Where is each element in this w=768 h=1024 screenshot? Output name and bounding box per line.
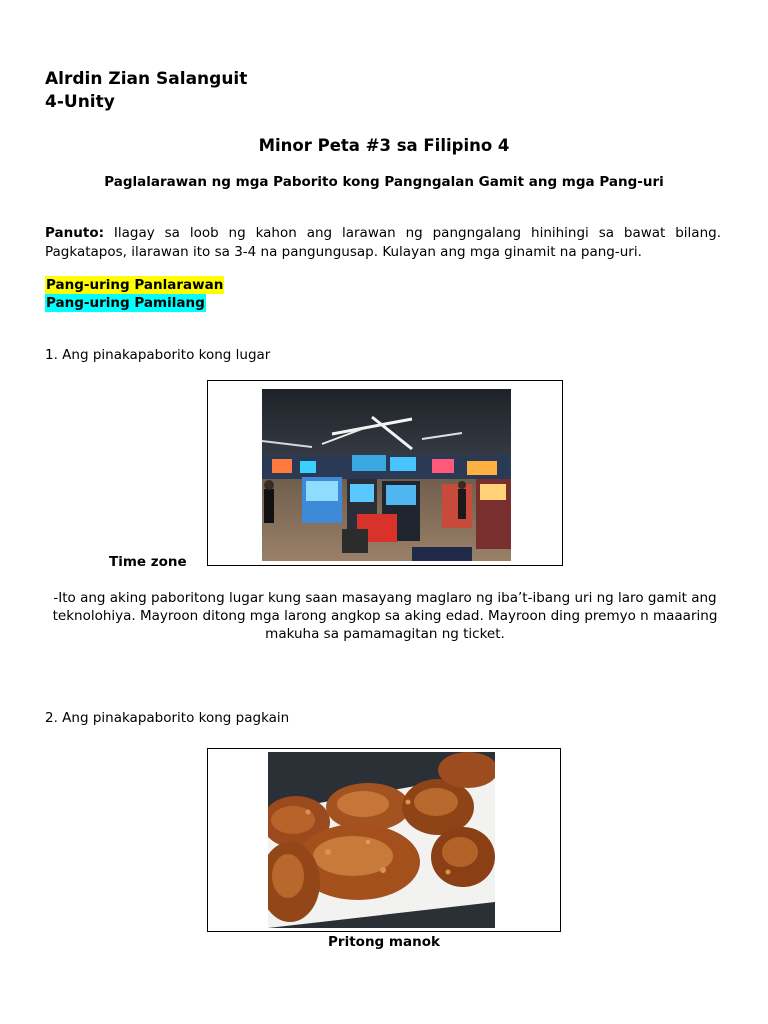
- description-1: -Ito ang aking paboritong lugar kung saan masayang maglaro ng iba’t-ibang uri ng laro gamit ang teknolohiya. Mayroon ditong mga larong angkop sa aking edad. Mayroon ding premyo n maaaring makuha sa pamamagitan ng ticket.: [52, 590, 718, 642]
- question-1: 1. Ang pinakapaborito kong lugar: [45, 347, 271, 363]
- fried-chicken-photo: [268, 752, 495, 928]
- picture-box-1: [207, 380, 563, 566]
- student-name: Alrdin Zian Salanguit: [45, 69, 248, 89]
- legend-descriptive-adjective: Pang-uring Panlarawan: [46, 277, 224, 293]
- document-subtitle: Paglalarawan ng mga Paborito kong Pangngalan Gamit ang mga Pang-uri: [104, 174, 664, 190]
- student-section: 4-Unity: [45, 92, 115, 112]
- instructions-label: Panuto:: [45, 225, 104, 241]
- instructions-text: Ilagay sa loob ng kahon ang larawan ng pangngalang hinihingi sa bawat bilang. Pagkatapos, ilarawan ito sa 3-4 na pangungusap. Kulayan ang mga ginamit na pang-uri.: [45, 225, 721, 260]
- caption-2: Pritong manok: [328, 934, 440, 950]
- arcade-photo: [262, 389, 511, 561]
- picture-box-2: [207, 748, 561, 932]
- question-2: 2. Ang pinakapaborito kong pagkain: [45, 710, 290, 726]
- caption-1: Time zone: [109, 554, 187, 570]
- legend-numeric-adjective: Pang-uring Pamilang: [46, 295, 205, 311]
- document-title: Minor Peta #3 sa Filipino 4: [258, 136, 510, 155]
- instructions: [45, 224, 721, 262]
